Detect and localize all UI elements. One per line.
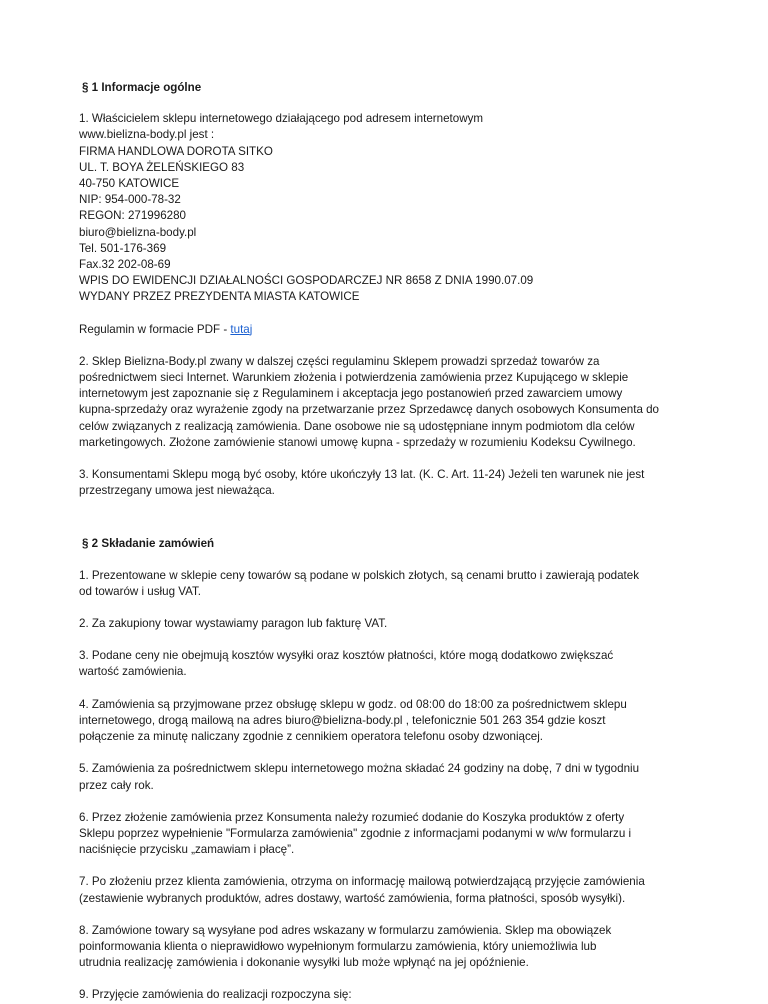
- paragraph-5: [79, 761, 699, 793]
- paragraph-line: (zestawienie wybranych produktów, adres dostawy, wartość zamówienia, forma płatności, sposób wysyłki).: [79, 891, 626, 905]
- paragraph-line: od towarów i usług VAT.: [79, 584, 202, 598]
- section-1-heading: § 1 Informacje ogólne: [82, 81, 202, 94]
- document-page: [79, 80, 699, 1004]
- paragraph-line: 1. Prezentowane w sklepie ceny towarów są podane w polskich złotych, są cenami brutto i zawierają podatek: [79, 568, 640, 582]
- owner-info-line: 1. Właścicielem sklepu internetowego działającego pod adresem internetowym: [79, 112, 484, 126]
- consumer-age-paragraph: [79, 467, 699, 499]
- paragraph-6: [79, 810, 699, 859]
- paragraph-line: przez cały rok.: [79, 778, 154, 792]
- paragraph-line: 2. Za zakupiony towar wystawiamy paragon lub fakturę VAT.: [79, 617, 388, 631]
- paragraph-9: [79, 987, 699, 1003]
- paragraph-line: połączenie za minutę naliczany zgodnie z cennikiem operatora telefonu osoby dzwoniącej.: [79, 730, 544, 744]
- paragraph-line: kupna-sprzedaży oraz wyrażenie zgody na przetwarzanie przez Sprzedawcę danych osobowych Konsumenta do: [79, 403, 660, 417]
- owner-info-line: WPIS DO EWIDENCJI DZIAŁALNOŚCI GOSPODARCZEJ NR 8658 Z DNIA 1990.07.09: [79, 274, 534, 288]
- paragraph-line: internetowego, drogą mailową na adres biuro@bielizna-body.pl , telefonicznie 501 263 354 gdzie koszt: [79, 713, 606, 727]
- paragraph-line: naciśnięcie przycisku „zamawiam i płacę”.: [79, 843, 295, 857]
- paragraph-line: 4. Zamówienia są przyjmowane przez obsługę sklepu w godz. od 08:00 do 18:00 za pośrednictwem sklepu: [79, 697, 627, 711]
- paragraph-line: 8. Zamówione towary są wysyłane pod adres wskazany w formularzu zamówienia. Sklep ma obowiązek: [79, 923, 612, 937]
- paragraph-line: celów związanych z realizacją zamówienia. Dane osobowe nie są udostępniane innym podmiotom dla celów: [79, 419, 635, 433]
- owner-info-line: www.bielizna-body.pl jest :: [79, 128, 215, 142]
- owner-info-line: WYDANY PRZEZ PREZYDENTA MIASTA KATOWICE: [79, 290, 360, 304]
- paragraph-2: [79, 616, 699, 632]
- paragraph-line: internetowym jest zapoznanie się z Regulaminem i akceptacja jego postanowień przed zawarciem umowy: [79, 387, 623, 401]
- owner-info-line: 40-750 KATOWICE: [79, 177, 180, 191]
- paragraph-line: 2. Sklep Bielizna-Body.pl zwany w dalszej części regulaminu Sklepem prowadzi sprzedaż towarów za: [79, 354, 600, 368]
- paragraph-line: poinformowania klienta o nieprawidłowo wypełnionym formularzu zamówienia, który uniemożliwia lub: [79, 939, 597, 953]
- paragraph-line: pośrednictwem sieci Internet. Warunkiem złożenia i potwierdzenia zamówienia przez Kupującego w sklepie: [79, 371, 629, 385]
- paragraph-3: [79, 648, 699, 680]
- paragraph-line: 7. Po złożeniu przez klienta zamówienia, otrzyma on informację mailową potwierdzającą przyjęcie zamówienia: [79, 875, 645, 889]
- pdf-download-label: Regulamin w formacie PDF -: [79, 322, 231, 336]
- paragraph-line: utrudnia realizację zamówienia i dokonanie wysyłki lub może wpłynąć na jej opóźnienie.: [79, 956, 529, 970]
- owner-info-line: biuro@bielizna-body.pl: [79, 225, 197, 239]
- shop-terms-paragraph: [79, 354, 699, 451]
- pdf-download-link[interactable]: tutaj: [230, 322, 253, 336]
- owner-info-line: Tel. 501-176-369: [79, 241, 167, 255]
- owner-info-paragraph: [79, 111, 699, 305]
- paragraph-line: 3. Podane ceny nie obejmują kosztów wysyłki oraz kosztów płatności, które mogą dodatkowo zwiększać: [79, 649, 614, 663]
- paragraph-8: [79, 923, 699, 972]
- owner-info-line: NIP: 954-000-78-32: [79, 193, 181, 207]
- owner-info-line: Fax.32 202-08-69: [79, 258, 171, 272]
- paragraph-line: 9. Przyjęcie zamówienia do realizacji rozpoczyna się:: [79, 988, 352, 1002]
- owner-info-line: UL. T. BOYA ŻELEŃSKIEGO 83: [79, 160, 245, 174]
- paragraph-line: przestrzegany umowa jest nieważąca.: [79, 484, 275, 498]
- paragraph-7: [79, 874, 699, 906]
- paragraph-line: 6. Przez złożenie zamówienia przez Konsumenta należy rozumieć dodanie do Koszyka produktów z oferty: [79, 810, 625, 824]
- paragraph-line: 5. Zamówienia za pośrednictwem sklepu internetowego można składać 24 godziny na dobę, 7 dni w tygodniu: [79, 762, 640, 776]
- paragraph-1: [79, 568, 699, 600]
- paragraph-line: 3. Konsumentami Sklepu mogą być osoby, które ukończyły 13 lat. (K. C. Art. 11-24) Jeżeli ten warunek nie jest: [79, 468, 645, 482]
- pdf-download-line: [79, 322, 699, 338]
- owner-info-line: FIRMA HANDLOWA DOROTA SITKO: [79, 144, 273, 158]
- paragraph-4: [79, 697, 699, 746]
- section-2-heading: § 2 Składanie zamówień: [82, 537, 215, 551]
- paragraph-line: marketingowych. Złożone zamówienie stanowi umowę kupna - sprzedaży w rozumieniu Kodeksu Cywilnego.: [79, 435, 636, 449]
- paragraph-line: wartość zamówienia.: [79, 665, 187, 679]
- paragraph-line: Sklepu poprzez wypełnienie "Formularza zamówienia" zgodnie z informacjami podanymi w w/w formularzu i: [79, 826, 632, 840]
- owner-info-line: REGON: 271996280: [79, 209, 186, 223]
